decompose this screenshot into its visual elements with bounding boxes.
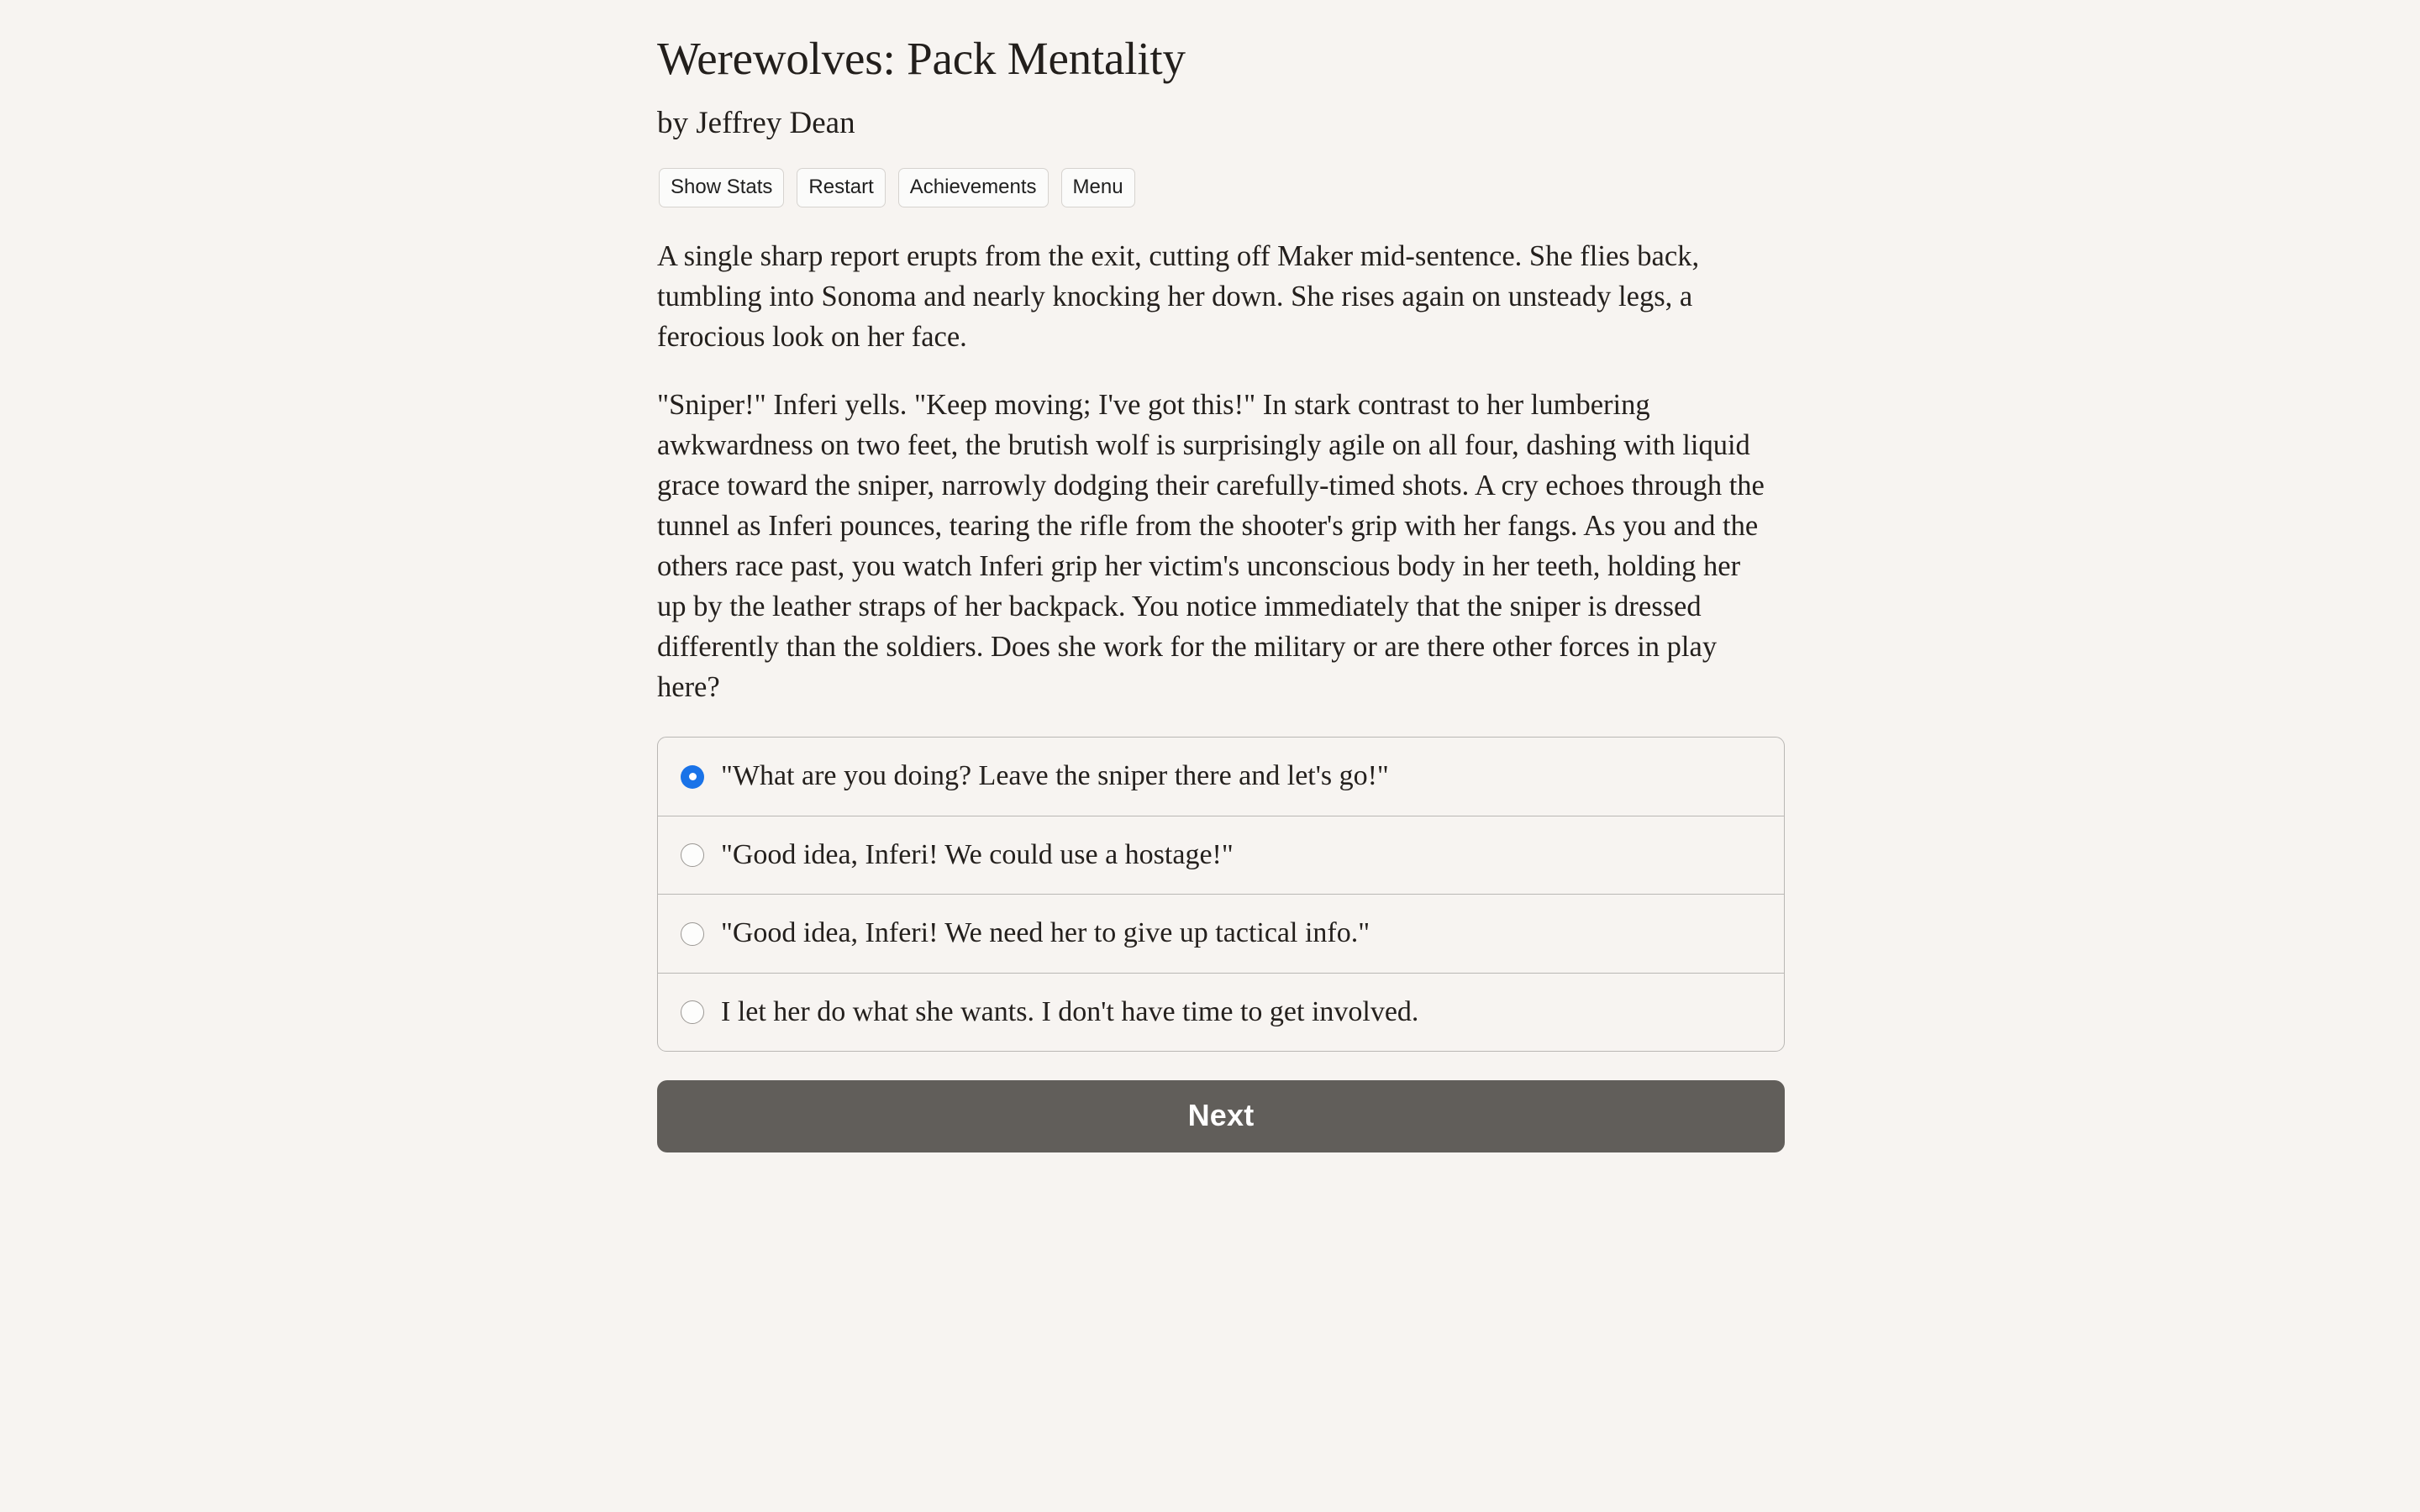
choice-list xyxy=(657,737,1785,1052)
game-column xyxy=(657,0,1785,1152)
story-text xyxy=(657,207,1785,707)
choice-label: I let her do what she wants. I don't have time to get involved. xyxy=(721,995,1419,1027)
choice-label: "Good idea, Inferi! We need her to give up tactical info." xyxy=(721,917,1370,949)
story-paragraph: A single sharp report erupts from the exit, cutting off Maker mid-sentence. She flies back, tumbling into Sonoma and nearly knocking her down. She rises again on unsteady legs, a ferocious look on her face. xyxy=(657,240,1700,354)
choice-option[interactable] xyxy=(658,895,1784,974)
radio-button-icon[interactable] xyxy=(681,1000,704,1024)
restart-button[interactable]: Restart xyxy=(797,168,885,207)
achievements-button[interactable]: Achievements xyxy=(898,168,1049,207)
choice-option[interactable] xyxy=(658,816,1784,895)
radio-button-icon[interactable] xyxy=(681,843,704,867)
radio-button-selected-icon[interactable] xyxy=(681,765,704,789)
choice-label: "What are you doing? Leave the sniper there and let's go!" xyxy=(721,760,1389,792)
author-byline: by Jeffrey Dean xyxy=(657,106,855,141)
menu-bar xyxy=(657,143,1785,207)
radio-button-icon[interactable] xyxy=(681,922,704,946)
next-button[interactable]: Next xyxy=(657,1080,1785,1152)
show-stats-button[interactable]: Show Stats xyxy=(659,168,784,207)
choice-option[interactable] xyxy=(658,974,1784,1052)
choice-option[interactable] xyxy=(658,738,1784,816)
menu-button[interactable]: Menu xyxy=(1061,168,1135,207)
choice-label: "Good idea, Inferi! We could use a hostage!" xyxy=(721,838,1234,870)
story-paragraph: "Sniper!" Inferi yells. "Keep moving; I've got this!" In stark contrast to her lumbering awkwardness on two feet, the brutish wolf is surprisingly agile on all four, dashing with liquid grace toward the sniper, narrowly dodging their carefully-timed shots. A cry echoes through the tunnel as Inferi pounces, tearing the rifle from the shooter's grip with her fangs. As you and the others race past, you watch Inferi grip her victim's unconscious body in her teeth, holding her up by the leather straps of her backpack. You notice immediately that the sniper is dressed differently than the soldiers. Does she work for the military or are there other forces in play here? xyxy=(657,389,1765,704)
page-title: Werewolves: Pack Mentality xyxy=(657,33,1186,84)
